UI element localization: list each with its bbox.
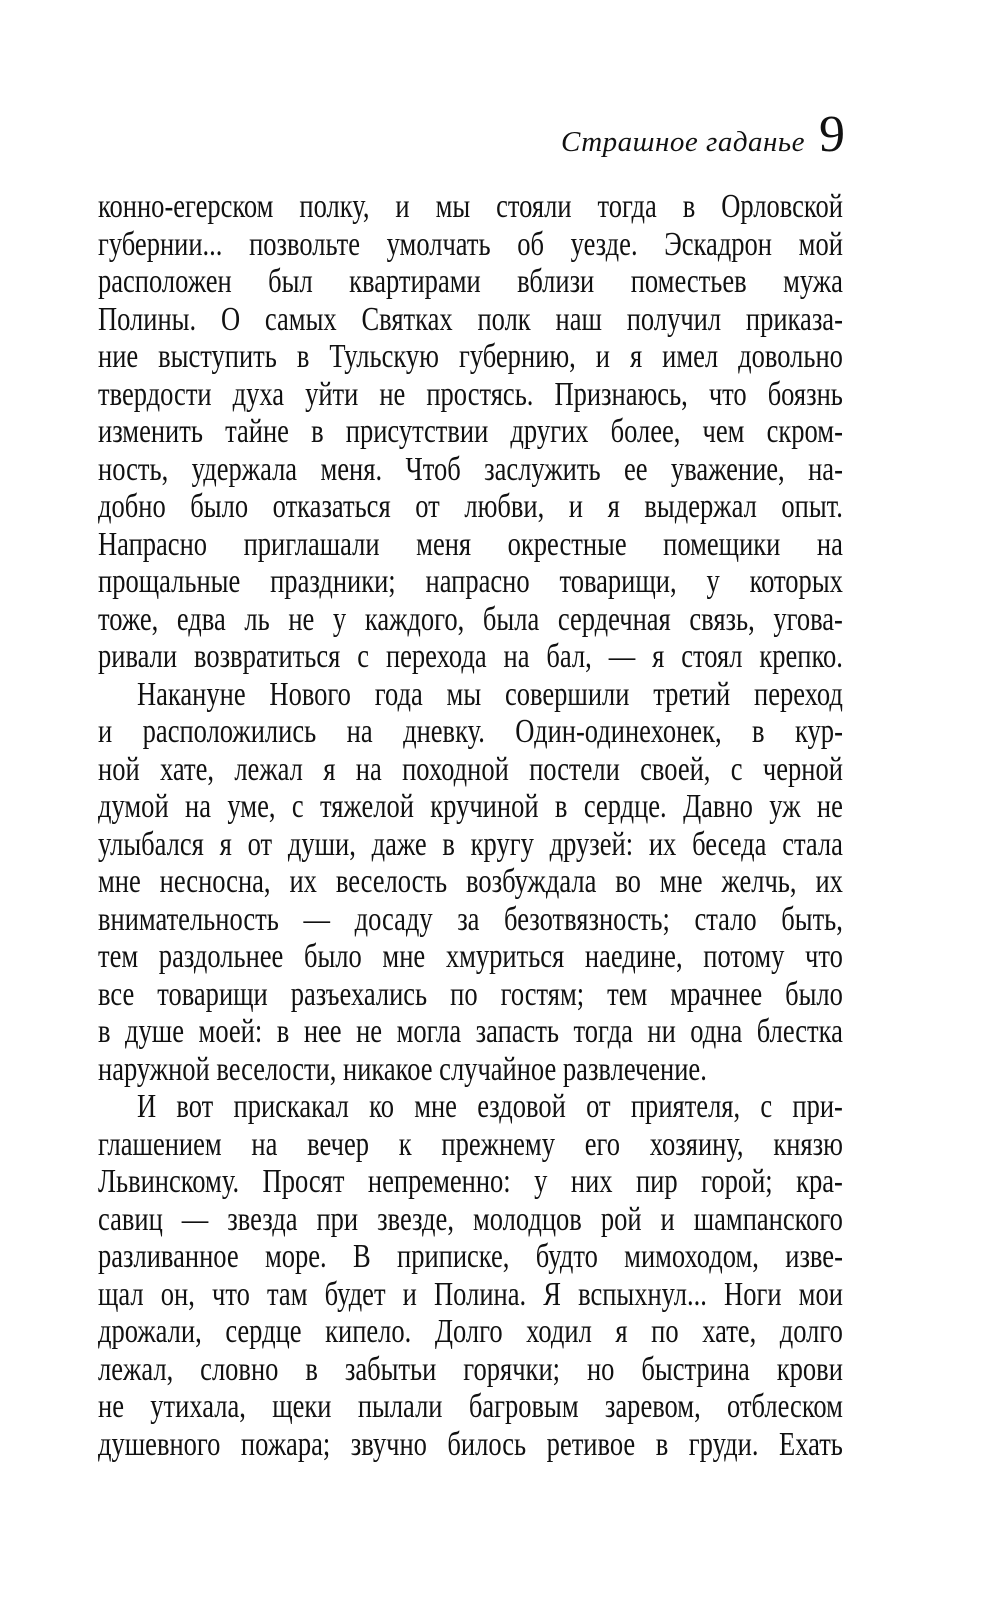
text-line: душевного пожара; звучно билось ретивое в груди. Ехать: [98, 1425, 843, 1463]
text-line: расположен был квартирами вблизи поместьев мужа: [98, 263, 843, 300]
text-line: конно-егерском полку, и мы стояли тогда в Орловской: [98, 188, 843, 225]
text-line: губернии... позвольте умолчать об уезде. Эскадрон мой: [98, 225, 843, 263]
text-line: и расположились на дневку. Один-одинехонек, в кур-: [98, 713, 843, 750]
text-line: все товарищи разъехались по гостям; тем мрачнее было: [98, 975, 843, 1013]
text-line: внимательность — досаду за безотвязность; стало быть,: [98, 900, 843, 938]
text-line: ной хате, лежал я на походной постели своей, с черной: [98, 750, 843, 788]
text-line: И вот прискакал ко мне ездовой от приятеля, с при-: [137, 1088, 843, 1125]
text-line: тем раздольнее было мне хмуриться наедине, потому что: [98, 938, 843, 975]
text-line: Львинскому. Просят непременно: у них пир горой; кра-: [98, 1163, 843, 1200]
text-line: Напрасно приглашали меня окрестные помещики на: [98, 525, 843, 563]
text-line: тоже, едва ль не у каждого, была сердечная связь, угова-: [98, 600, 843, 638]
text-line: изменить тайне в присутствии других более, чем скром-: [98, 413, 843, 450]
running-title: Страшное гаданье: [560, 126, 805, 158]
text-line: твердости духа уйти не простясь. Признаюсь, что боязнь: [98, 375, 843, 413]
text-line: лежал, словно в забытьи горячки; но быстрина крови: [98, 1350, 843, 1388]
text-line: добно было отказаться от любви, и я выдержал опыт.: [98, 488, 843, 525]
text-line: не утихала, щеки пылали багровым заревом, отблеском: [98, 1388, 843, 1425]
text-line: мне несносна, их веселость возбуждала во мне желчь, их: [98, 863, 843, 900]
text-line: в душе моей: в нее не могла запасть тогда ни одна блестка: [98, 1013, 843, 1050]
text-line: улыбался я от души, даже в кругу друзей: их беседа стала: [98, 825, 843, 863]
text-line: ние выступить в Тульскую губернию, и я имел довольно: [98, 338, 843, 375]
text-line: думой на уме, с тяжелой кручиной в сердце. Давно уж не: [98, 788, 843, 825]
text-line: наружной веселости, никакое случайное развлечение.: [98, 1050, 707, 1088]
page-number: 9: [819, 106, 845, 163]
running-header: [98, 106, 845, 173]
text-line: Накануне Нового года мы совершили третий переход: [137, 675, 843, 713]
text-line: савиц — звезда при звезде, молодцов рой и шампанского: [98, 1200, 843, 1238]
text-line: ривали возвратиться с перехода на бал, — я стоял крепко.: [98, 638, 843, 675]
text-line: щал он, что там будет и Полина. Я вспыхнул... Ноги мои: [98, 1275, 843, 1313]
text-line: ность, удержала меня. Чтоб заслужить ее уважение, на-: [98, 450, 843, 488]
text-line: разливанное море. В приписке, будто мимоходом, изве-: [98, 1238, 843, 1275]
body-text: [98, 188, 843, 1463]
text-line: глашением на вечер к прежнему его хозяину, князю: [98, 1125, 843, 1163]
text-line: дрожали, сердце кипело. Долго ходил я по хате, долго: [98, 1313, 843, 1350]
text-line: прощальные праздники; напрасно товарищи, у которых: [98, 563, 843, 600]
text-line: Полины. О самых Святках полк наш получил приказа-: [98, 300, 843, 338]
